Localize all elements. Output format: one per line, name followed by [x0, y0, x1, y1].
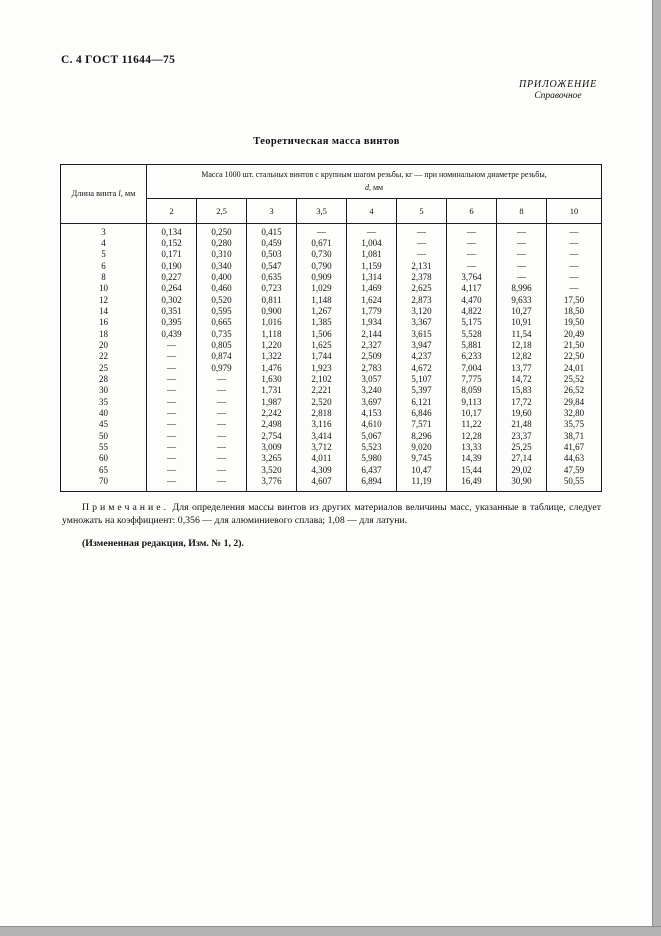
mass-value-cell: 2,242	[247, 408, 297, 419]
mass-value-cell: 1,476	[247, 363, 297, 374]
mass-value-cell: 5,175	[447, 317, 497, 328]
mass-value-cell: 7,571	[397, 419, 447, 430]
mass-value-cell: 13,77	[497, 363, 547, 374]
diameter-value: 8	[497, 198, 547, 223]
length-cell: 12	[61, 295, 147, 306]
mass-value-cell: —	[197, 374, 247, 385]
mass-value-cell: —	[197, 476, 247, 491]
mass-value-cell: 15,44	[447, 465, 497, 476]
mass-value-cell: 5,523	[347, 442, 397, 453]
mass-value-cell: —	[347, 223, 397, 238]
mass-value-cell: 10,91	[497, 317, 547, 328]
mass-table-row	[61, 306, 602, 317]
mass-value-cell: 25,52	[547, 374, 602, 385]
mass-value-cell: 1,148	[297, 295, 347, 306]
note-text: Для определения массы винтов из других материалов величины масс, указанные в таблице, следует умножать на коэффициент: 0,356 — для алюминиевого сплава; 1,08 — для латуни.	[62, 502, 601, 526]
mass-table-row	[61, 374, 602, 385]
mass-value-cell: 27,14	[497, 453, 547, 464]
mass-value-cell: 4,610	[347, 419, 397, 430]
mass-value-cell: 3,240	[347, 385, 397, 396]
mass-table-wrapper	[60, 164, 602, 492]
mass-value-cell: —	[147, 408, 197, 419]
mass-value-cell: 14,39	[447, 453, 497, 464]
length-cell: 60	[61, 453, 147, 464]
length-cell: 40	[61, 408, 147, 419]
mass-value-cell: 21,48	[497, 419, 547, 430]
mass-value-cell: 6,846	[397, 408, 447, 419]
mass-value-cell: 10,27	[497, 306, 547, 317]
mass-value-cell: 35,75	[547, 419, 602, 430]
mass-value-cell: —	[197, 453, 247, 464]
mass-value-cell: 9,745	[397, 453, 447, 464]
table-title: Теоретическая масса винтов	[253, 136, 400, 147]
mass-value-cell: 8,296	[397, 431, 447, 442]
mass-value-cell: —	[147, 431, 197, 442]
mass-value-cell: —	[497, 249, 547, 260]
mass-value-cell: —	[297, 223, 347, 238]
mass-value-cell: —	[397, 223, 447, 238]
mass-table-row	[61, 283, 602, 294]
mass-value-cell: 0,171	[147, 249, 197, 260]
mass-value-cell: 12,18	[497, 340, 547, 351]
mass-value-cell: 9,113	[447, 397, 497, 408]
mass-value-cell: 6,233	[447, 351, 497, 362]
mass-value-cell: 1,220	[247, 340, 297, 351]
mass-value-cell: 1,744	[297, 351, 347, 362]
mass-value-cell: 3,367	[397, 317, 447, 328]
mass-value-cell: 0,415	[247, 223, 297, 238]
mass-table-row	[61, 363, 602, 374]
mass-value-cell: 2,754	[247, 431, 297, 442]
mass-value-cell: —	[147, 351, 197, 362]
mass-value-cell: 19,50	[547, 317, 602, 328]
mass-value-cell: 1,016	[247, 317, 297, 328]
mass-value-cell: 14,72	[497, 374, 547, 385]
mass-value-cell: 4,607	[297, 476, 347, 491]
mass-value-cell: —	[147, 476, 197, 491]
mass-value-cell: 3,520	[247, 465, 297, 476]
mass-value-cell: 22,50	[547, 351, 602, 362]
mass-value-cell: 11,54	[497, 329, 547, 340]
mass-value-cell: 4,011	[297, 453, 347, 464]
mass-value-cell: 2,327	[347, 340, 397, 351]
mass-value-cell: 1,004	[347, 238, 397, 249]
length-cell: 70	[61, 476, 147, 491]
mass-value-cell: 0,190	[147, 261, 197, 272]
mass-value-cell: —	[147, 397, 197, 408]
mass-table-row	[61, 465, 602, 476]
mass-value-cell: 1,731	[247, 385, 297, 396]
mass-table-row	[61, 340, 602, 351]
length-cell: 20	[61, 340, 147, 351]
length-cell: 65	[61, 465, 147, 476]
mass-value-cell: 0,811	[247, 295, 297, 306]
mass-value-cell: 5,107	[397, 374, 447, 385]
mass-value-cell: 30,90	[497, 476, 547, 491]
mass-value-cell: 0,735	[197, 329, 247, 340]
mass-value-cell: —	[147, 385, 197, 396]
mass-value-cell: —	[547, 261, 602, 272]
note-paragraph	[62, 501, 601, 527]
length-cell: 28	[61, 374, 147, 385]
mass-value-cell: —	[497, 272, 547, 283]
revision-note: (Измененная редакция, Изм. № 1, 2).	[82, 538, 244, 549]
note-label: Примечание.	[82, 502, 170, 513]
mass-value-cell: 8,059	[447, 385, 497, 396]
mass-value-cell: —	[547, 283, 602, 294]
mass-value-cell: 0,671	[297, 238, 347, 249]
mass-value-cell: —	[197, 442, 247, 453]
mass-value-cell: 3,057	[347, 374, 397, 385]
mass-value-cell: 3,776	[247, 476, 297, 491]
mass-value-cell: 5,067	[347, 431, 397, 442]
span-header-line1: Масса 1000 шт. стальных винтов с крупным шагом резьбы, кг — при номинальном диаметре резьбы,	[201, 170, 547, 179]
mass-value-cell: —	[147, 374, 197, 385]
mass-value-cell: —	[497, 238, 547, 249]
mass-value-cell: 11,19	[397, 476, 447, 491]
mass-value-cell: —	[497, 261, 547, 272]
mass-value-cell: 0,635	[247, 272, 297, 283]
mass-value-cell: 3,697	[347, 397, 397, 408]
length-cell: 22	[61, 351, 147, 362]
mass-value-cell: —	[197, 408, 247, 419]
mass-value-cell: 18,50	[547, 306, 602, 317]
mass-value-cell: 20,49	[547, 329, 602, 340]
mass-value-cell: 3,120	[397, 306, 447, 317]
mass-value-cell: 0,395	[147, 317, 197, 328]
mass-table	[60, 164, 602, 492]
length-cell: 35	[61, 397, 147, 408]
mass-value-cell: 3,947	[397, 340, 447, 351]
length-symbol: l	[118, 189, 121, 199]
mass-table-row	[61, 419, 602, 430]
mass-value-cell: 0,264	[147, 283, 197, 294]
mass-value-cell: 2,131	[397, 261, 447, 272]
mass-value-cell: 10,47	[397, 465, 447, 476]
mass-value-cell: 4,117	[447, 283, 497, 294]
mass-value-cell: 1,385	[297, 317, 347, 328]
mass-value-cell: 41,67	[547, 442, 602, 453]
mass-value-cell: 2,520	[297, 397, 347, 408]
page-edge-right	[652, 0, 661, 936]
mass-table-row	[61, 453, 602, 464]
mass-value-cell: 12,82	[497, 351, 547, 362]
mass-value-cell: 6,121	[397, 397, 447, 408]
mass-value-cell: 2,818	[297, 408, 347, 419]
mass-value-cell: 12,28	[447, 431, 497, 442]
mass-value-cell: 0,400	[197, 272, 247, 283]
mass-value-cell: —	[147, 442, 197, 453]
length-cell: 18	[61, 329, 147, 340]
mass-value-cell: 5,881	[447, 340, 497, 351]
mass-value-cell: 47,59	[547, 465, 602, 476]
mass-table-row	[61, 408, 602, 419]
mass-value-cell: 4,309	[297, 465, 347, 476]
mass-value-cell: —	[447, 249, 497, 260]
mass-value-cell: —	[547, 249, 602, 260]
mass-table-row	[61, 223, 602, 238]
mass-value-cell: 1,506	[297, 329, 347, 340]
annex-subtitle: Справочное	[534, 91, 582, 101]
mass-value-cell: —	[447, 223, 497, 238]
mass-table-row	[61, 442, 602, 453]
mass-value-cell: 1,081	[347, 249, 397, 260]
mass-table-row	[61, 351, 602, 362]
mass-value-cell: 0,351	[147, 306, 197, 317]
mass-value-cell: 10,17	[447, 408, 497, 419]
mass-value-cell: 1,322	[247, 351, 297, 362]
mass-value-cell: 26,52	[547, 385, 602, 396]
mass-value-cell: 1,314	[347, 272, 397, 283]
mass-value-cell: —	[397, 238, 447, 249]
mass-value-cell: 15,83	[497, 385, 547, 396]
length-cell: 3	[61, 223, 147, 238]
mass-table-row	[61, 385, 602, 396]
table-head-row	[61, 165, 602, 199]
mass-table-row	[61, 329, 602, 340]
mass-value-cell: 4,672	[397, 363, 447, 374]
annex-title: ПРИЛОЖЕНИЕ	[519, 79, 597, 90]
mass-value-cell: 0,790	[297, 261, 347, 272]
length-header-text: Длина винта	[71, 189, 119, 199]
mass-table-row	[61, 397, 602, 408]
length-cell: 14	[61, 306, 147, 317]
mass-value-cell: 1,624	[347, 295, 397, 306]
length-cell: 45	[61, 419, 147, 430]
mass-value-cell: 0,805	[197, 340, 247, 351]
mass-value-cell: 1,779	[347, 306, 397, 317]
mass-value-cell: 21,50	[547, 340, 602, 351]
mass-table-row	[61, 249, 602, 260]
mass-value-cell: —	[147, 419, 197, 430]
mass-value-cell: 0,723	[247, 283, 297, 294]
mass-value-cell: —	[197, 397, 247, 408]
mass-value-cell: 9,633	[497, 295, 547, 306]
mass-value-cell: 0,340	[197, 261, 247, 272]
mass-value-cell: 17,72	[497, 397, 547, 408]
mass-value-cell: 44,63	[547, 453, 602, 464]
mass-value-cell: 3,712	[297, 442, 347, 453]
mass-value-cell: 50,55	[547, 476, 602, 491]
mass-value-cell: 2,144	[347, 329, 397, 340]
mass-value-cell: 2,783	[347, 363, 397, 374]
diameter-unit: , мм	[368, 182, 384, 192]
mass-value-cell: 8,996	[497, 283, 547, 294]
mass-value-cell: 3,009	[247, 442, 297, 453]
mass-table-row	[61, 431, 602, 442]
mass-table-row	[61, 238, 602, 249]
mass-value-cell: 19,60	[497, 408, 547, 419]
diameter-value: 2,5	[197, 198, 247, 223]
mass-value-cell: 0,900	[247, 306, 297, 317]
mass-value-cell: —	[447, 261, 497, 272]
length-cell: 4	[61, 238, 147, 249]
mass-value-cell: 13,33	[447, 442, 497, 453]
mass-value-cell: 0,665	[197, 317, 247, 328]
mass-value-cell: 4,822	[447, 306, 497, 317]
mass-value-cell: 0,979	[197, 363, 247, 374]
length-cell: 6	[61, 261, 147, 272]
diameter-value: 4	[347, 198, 397, 223]
mass-value-cell: 5,397	[397, 385, 447, 396]
mass-value-cell: 1,159	[347, 261, 397, 272]
mass-value-cell: 4,153	[347, 408, 397, 419]
mass-value-cell: 11,22	[447, 419, 497, 430]
mass-table-row	[61, 295, 602, 306]
diameter-value: 2	[147, 198, 197, 223]
mass-value-cell: 6,894	[347, 476, 397, 491]
mass-value-cell: 0,520	[197, 295, 247, 306]
length-cell: 8	[61, 272, 147, 283]
mass-value-cell: 3,265	[247, 453, 297, 464]
mass-value-cell: 0,302	[147, 295, 197, 306]
diameter-value: 6	[447, 198, 497, 223]
mass-value-cell: 2,378	[397, 272, 447, 283]
mass-value-cell: 3,615	[397, 329, 447, 340]
table-body	[61, 223, 602, 491]
mass-value-cell: 7,775	[447, 374, 497, 385]
length-cell: 10	[61, 283, 147, 294]
length-cell: 30	[61, 385, 147, 396]
length-unit: , мм	[120, 189, 136, 199]
annex-block	[519, 79, 597, 101]
mass-value-cell: —	[147, 453, 197, 464]
mass-value-cell: 25,25	[497, 442, 547, 453]
mass-value-cell: 1,267	[297, 306, 347, 317]
mass-value-cell: 0,459	[247, 238, 297, 249]
mass-value-cell: 0,909	[297, 272, 347, 283]
length-column-header	[61, 165, 147, 224]
mass-value-cell: 5,528	[447, 329, 497, 340]
mass-value-cell: 16,49	[447, 476, 497, 491]
mass-value-cell: 3,116	[297, 419, 347, 430]
mass-value-cell: 1,469	[347, 283, 397, 294]
length-cell: 5	[61, 249, 147, 260]
mass-value-cell: 5,980	[347, 453, 397, 464]
mass-value-cell: 0,439	[147, 329, 197, 340]
mass-value-cell: —	[547, 272, 602, 283]
mass-value-cell: —	[147, 363, 197, 374]
mass-value-cell: 23,37	[497, 431, 547, 442]
mass-value-cell: —	[397, 249, 447, 260]
mass-value-cell: 6,437	[347, 465, 397, 476]
mass-value-cell: 24,01	[547, 363, 602, 374]
mass-value-cell: 1,923	[297, 363, 347, 374]
mass-table-row	[61, 261, 602, 272]
mass-value-cell: 2,625	[397, 283, 447, 294]
mass-value-cell: 2,498	[247, 419, 297, 430]
mass-value-cell: 2,509	[347, 351, 397, 362]
mass-value-cell: 0,874	[197, 351, 247, 362]
diameter-value: 5	[397, 198, 447, 223]
mass-value-cell: 2,221	[297, 385, 347, 396]
mass-value-cell: 0,280	[197, 238, 247, 249]
mass-value-cell: 32,80	[547, 408, 602, 419]
diameter-value: 3	[247, 198, 297, 223]
mass-value-cell: 3,764	[447, 272, 497, 283]
mass-value-cell: —	[547, 223, 602, 238]
mass-value-cell: 0,595	[197, 306, 247, 317]
mass-value-cell: 0,250	[197, 223, 247, 238]
mass-value-cell: —	[147, 340, 197, 351]
page-edge-bottom	[0, 926, 661, 936]
mass-table-row	[61, 476, 602, 491]
mass-value-cell: —	[447, 238, 497, 249]
mass-value-cell: 7,004	[447, 363, 497, 374]
mass-value-cell: —	[547, 238, 602, 249]
page-header: С. 4 ГОСТ 11644—75	[61, 54, 176, 66]
mass-value-cell: 0,460	[197, 283, 247, 294]
mass-value-cell: 9,020	[397, 442, 447, 453]
mass-value-cell: 29,02	[497, 465, 547, 476]
mass-value-cell: 1,118	[247, 329, 297, 340]
mass-value-cell: 3,414	[297, 431, 347, 442]
mass-value-cell: —	[497, 223, 547, 238]
diameter-symbol: d	[364, 182, 369, 192]
mass-value-cell: 0,547	[247, 261, 297, 272]
mass-value-cell: 1,625	[297, 340, 347, 351]
length-cell: 55	[61, 442, 147, 453]
mass-value-cell: 29,84	[547, 397, 602, 408]
mass-value-cell: 1,987	[247, 397, 297, 408]
mass-value-cell: 17,50	[547, 295, 602, 306]
mass-value-cell: 4,237	[397, 351, 447, 362]
mass-value-cell: —	[197, 385, 247, 396]
mass-value-cell: 0,152	[147, 238, 197, 249]
mass-value-cell: 4,470	[447, 295, 497, 306]
mass-value-cell: 1,029	[297, 283, 347, 294]
mass-value-cell: 38,71	[547, 431, 602, 442]
mass-value-cell: 0,730	[297, 249, 347, 260]
diameter-value: 3,5	[297, 198, 347, 223]
mass-value-cell: 0,134	[147, 223, 197, 238]
mass-value-cell: 1,630	[247, 374, 297, 385]
mass-value-cell: 2,102	[297, 374, 347, 385]
mass-value-cell: 1,934	[347, 317, 397, 328]
length-cell: 25	[61, 363, 147, 374]
mass-value-cell: 2,873	[397, 295, 447, 306]
mass-table-row	[61, 317, 602, 328]
mass-table-row	[61, 272, 602, 283]
mass-value-cell: 0,310	[197, 249, 247, 260]
mass-value-cell: —	[197, 431, 247, 442]
mass-value-cell: 0,227	[147, 272, 197, 283]
mass-value-cell: —	[197, 419, 247, 430]
mass-value-cell: —	[147, 465, 197, 476]
length-cell: 50	[61, 431, 147, 442]
mass-span-header	[147, 165, 602, 199]
mass-value-cell: 0,503	[247, 249, 297, 260]
length-cell: 16	[61, 317, 147, 328]
diameter-value: 10	[547, 198, 602, 223]
mass-value-cell: —	[197, 465, 247, 476]
